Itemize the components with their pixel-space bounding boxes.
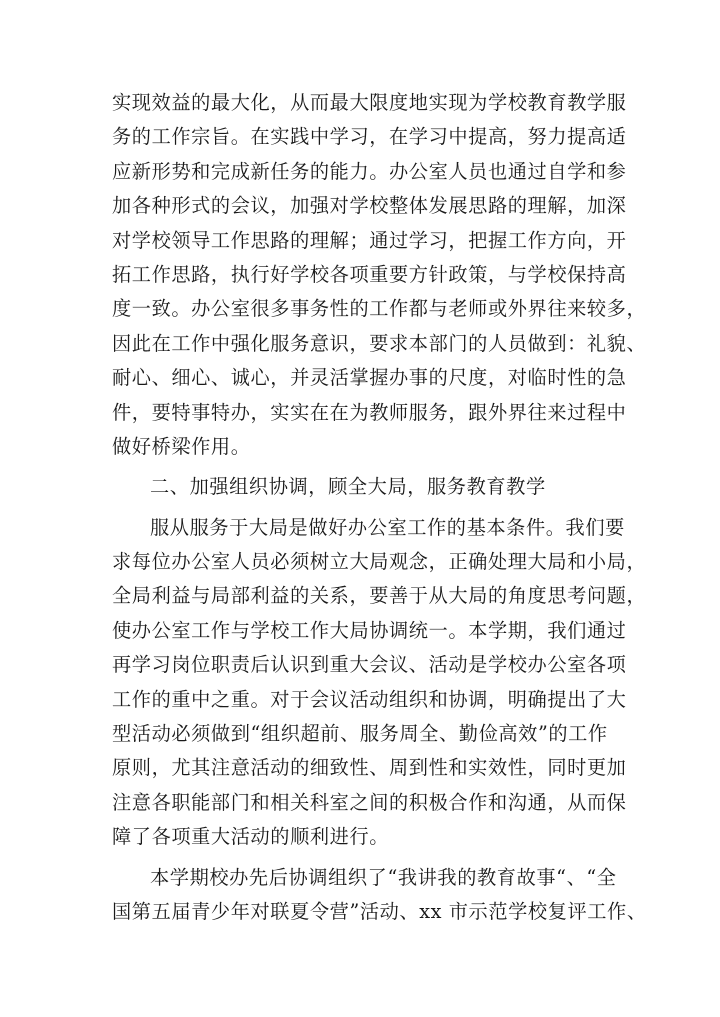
paragraph-continuation bbox=[112, 86, 647, 464]
text-line: 件，要特事特办，实实在在为教师服务，跟外界往来过程中 bbox=[112, 400, 627, 424]
text-line: 度一致。办公室很多事务性的工作都与老师或外界往来较多， bbox=[112, 297, 647, 321]
text-line: 应新形势和完成新任务的能力。办公室人员也通过自学和参 bbox=[112, 159, 627, 183]
text-line: 实现效益的最大化，从而最大限度地实现为学校教育教学服 bbox=[112, 91, 627, 114]
text-line: 障了各项重大活动的顺利进行。 bbox=[112, 825, 390, 849]
paragraph bbox=[112, 861, 647, 930]
text-line: 使办公室工作与学校工作大局协调统一。本学期，我们通过 bbox=[112, 618, 627, 642]
text-line: 国第五届青少年对联夏令营”活动、xx 市示范学校复评工作、 bbox=[112, 899, 647, 923]
text-line: 再学习岗位职责后认识到重大会议、活动是学校办公室各项 bbox=[112, 653, 627, 677]
text-line: 注意各职能部门和相关科室之间的积极合作和沟通，从而保 bbox=[112, 790, 627, 814]
text-line: 服从服务于大局是做好办公室工作的基本条件。我们要 bbox=[150, 515, 625, 539]
text-line: 原则，尤其注意活动的细致性、周到性和实效性，同时更加 bbox=[112, 756, 627, 780]
text-line: 加各种形式的会议，加强对学校整体发展思路的理解，加深 bbox=[112, 194, 627, 218]
text-line: 耐心、细心、诚心，并灵活掌握办事的尺度，对临时性的急 bbox=[112, 366, 627, 390]
text-line: 型活动必须做到“组织超前、服务周全、勤俭高效”的工作 bbox=[112, 722, 608, 746]
paragraph bbox=[112, 511, 647, 855]
text-line: 因此在工作中强化服务意识，要求本部门的人员做到：礼貌、 bbox=[112, 331, 647, 355]
text-line: 本学期校办先后协调组织了“我讲我的教育故事“、“全 bbox=[150, 865, 617, 889]
text-line: 对学校领导工作思路的理解；通过学习，把握工作方向，开 bbox=[112, 228, 627, 252]
text-line: 求每位办公室人员必须树立大局观念，正确处理大局和小局， bbox=[112, 550, 647, 574]
document-body bbox=[112, 86, 647, 929]
text-line: 全局利益与局部利益的关系，要善于从大局的角度思考问题， bbox=[112, 584, 647, 608]
text-line: 做好桥梁作用。 bbox=[112, 434, 251, 458]
section-heading: 二、加强组织协调，顾全大局，服务教育教学 bbox=[150, 475, 546, 499]
text-line: 工作的重中之重。对于会议活动组织和协调，明确提出了大 bbox=[112, 687, 627, 711]
text-line: 务的工作宗旨。在实践中学习，在学习中提高，努力提高适 bbox=[112, 125, 627, 149]
text-line: 拓工作思路，执行好学校各项重要方针政策，与学校保持高 bbox=[112, 262, 627, 286]
